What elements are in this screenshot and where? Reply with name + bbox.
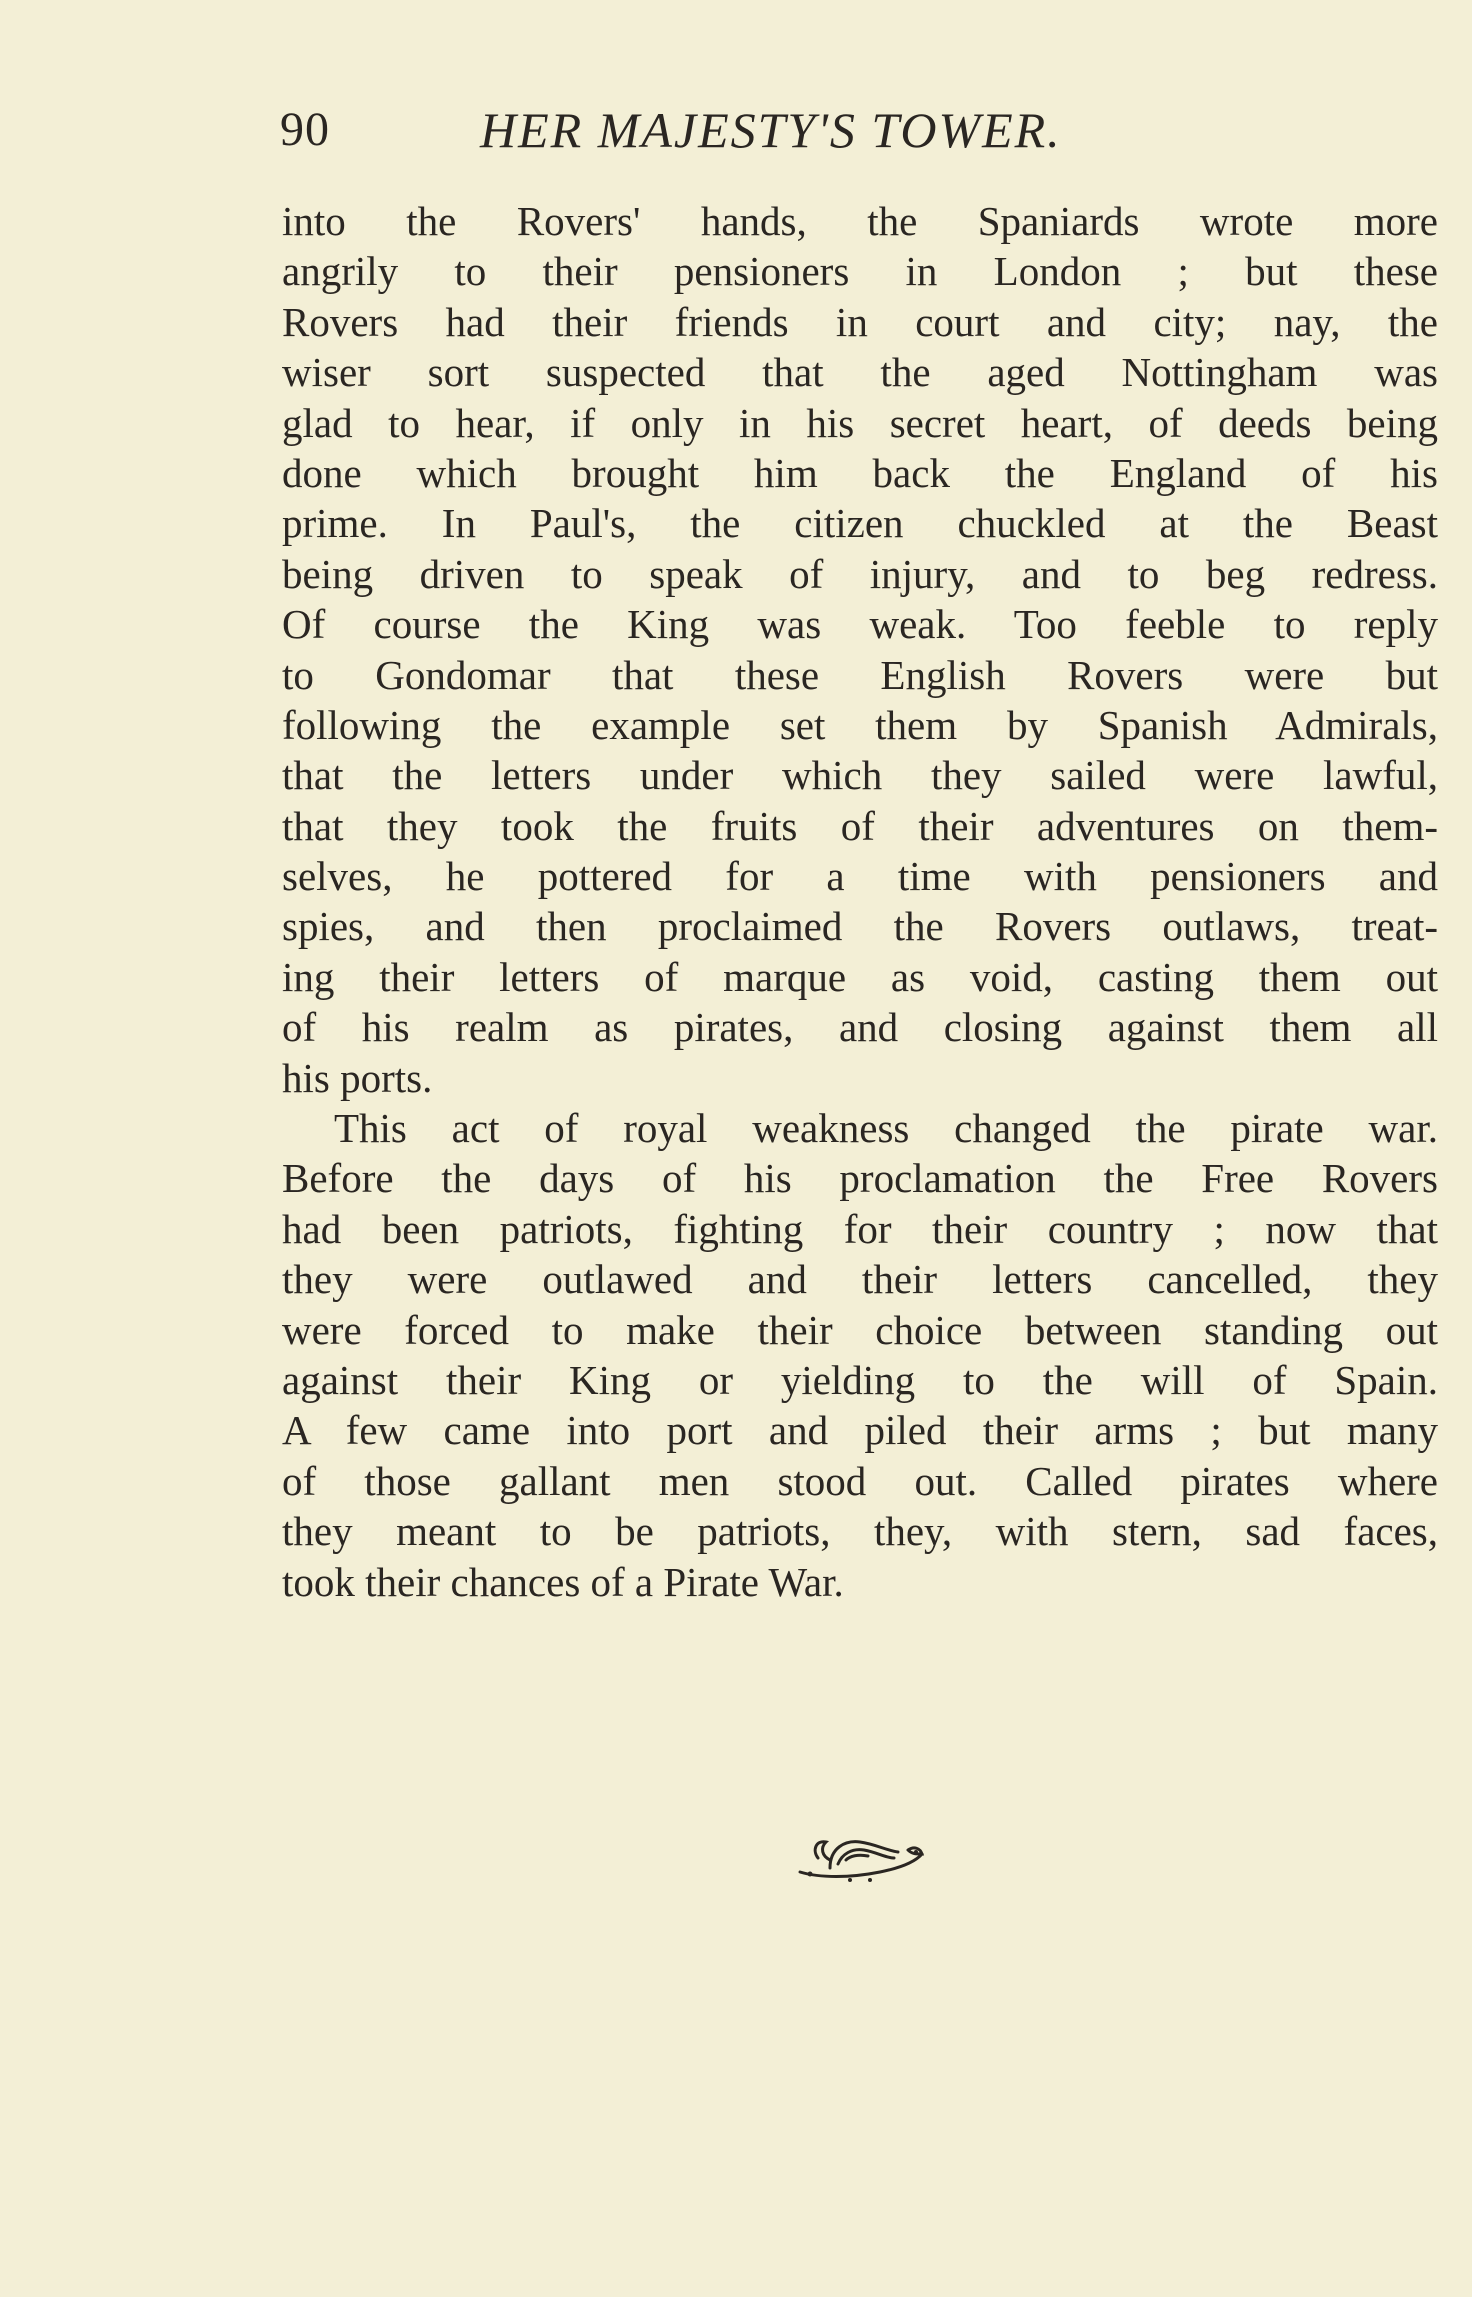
text-line: following the example set them by Spanish Admirals, xyxy=(282,701,1438,748)
body-text xyxy=(282,196,1438,1607)
text-line: angrily to their pensioners in London ; but these xyxy=(282,248,1438,295)
paragraph-2 xyxy=(282,1103,1438,1607)
text-line: that the letters under which they sailed were lawful, xyxy=(282,752,1438,799)
text-line: selves, he pottered for a time with pensioners and xyxy=(282,853,1438,900)
text-line: into the Rovers' hands, the Spaniards wrote more xyxy=(282,198,1438,244)
running-title: HER MAJESTY'S TOWER. xyxy=(480,102,1062,158)
text-line: his ports. xyxy=(282,1054,433,1101)
page-number: 90 xyxy=(280,103,330,156)
text-line: glad to hear, if only in his secret heart, of deeds being xyxy=(282,399,1438,446)
text-line: they meant to be patriots, they, with stern, sad faces, xyxy=(282,1508,1438,1555)
text-line: to Gondomar that these English Rovers were but xyxy=(282,651,1438,698)
text-line: Of course the King was weak. Too feeble to reply xyxy=(282,601,1438,648)
text-line: This act of royal weakness changed the pirate war. xyxy=(334,1105,1438,1152)
text-line: of his realm as pirates, and closing against them all xyxy=(282,1004,1438,1051)
text-line: A few came into port and piled their arms ; but many xyxy=(282,1407,1438,1454)
text-line: being driven to speak of injury, and to beg redress. xyxy=(282,550,1438,597)
text-line: against their King or yielding to the will of Spain. xyxy=(282,1356,1438,1403)
text-line: had been patriots, fighting for their country ; now that xyxy=(282,1205,1438,1252)
text-line: Rovers had their friends in court and city; nay, the xyxy=(282,298,1438,345)
tailpiece-ornament-icon xyxy=(790,1828,930,1888)
text-line: took their chances of a Pirate War. xyxy=(282,1558,844,1605)
text-line: were forced to make their choice between standing out xyxy=(282,1306,1438,1353)
text-line: spies, and then proclaimed the Rovers outlaws, treat- xyxy=(282,903,1438,950)
paragraph-1 xyxy=(282,196,1438,1103)
text-line: that they took the fruits of their adventures on them- xyxy=(282,802,1438,849)
text-line: done which brought him back the England of his xyxy=(282,449,1438,496)
page-header xyxy=(280,95,1240,165)
text-line: of those gallant men stood out. Called pirates where xyxy=(282,1457,1438,1504)
text-line: prime. In Paul's, the citizen chuckled at the Beast xyxy=(282,500,1438,547)
text-line: ing their letters of marque as void, casting them out xyxy=(282,953,1438,1000)
text-line: wiser sort suspected that the aged Nottingham was xyxy=(282,349,1438,396)
text-line: they were outlawed and their letters cancelled, they xyxy=(282,1256,1438,1303)
text-line: Before the days of his proclamation the Free Rovers xyxy=(282,1155,1438,1202)
